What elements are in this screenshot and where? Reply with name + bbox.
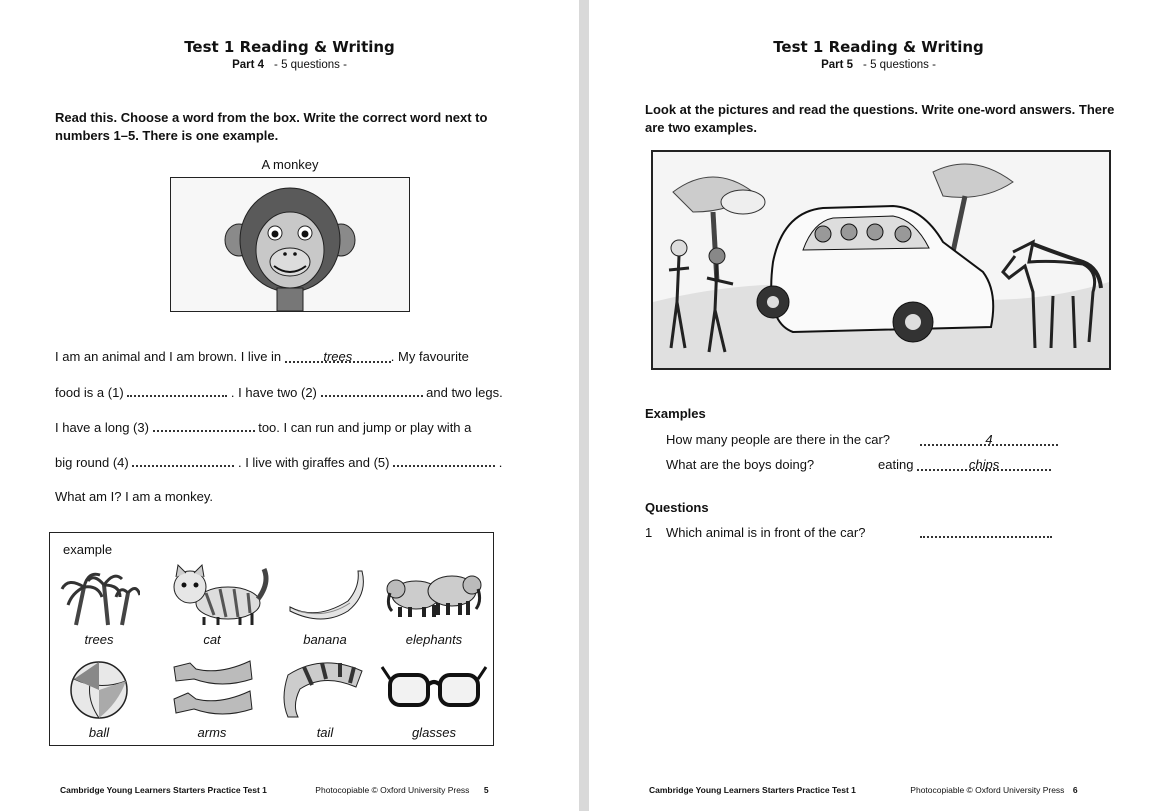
question-1-answer-line [920,525,1052,541]
question-count: - 5 questions - [863,59,936,71]
example-answer-1: 4 [920,433,1058,446]
word-tail: tail [316,725,334,740]
word-banana: banana [303,632,347,647]
example-question-1: How many people are there in the car? [666,432,891,447]
footer-copyright: Photocopiable © Oxford University Press [315,785,470,795]
tail-icon [282,655,368,721]
ball-icon [68,659,130,721]
text-line-5: What am I? I am a monkey. [55,489,213,504]
part-label: Part 4 [232,59,265,71]
page-number: 6 [1072,785,1078,795]
right-page [589,0,1168,811]
car-scene-illustration [653,152,1109,368]
elephants-icon [386,569,482,623]
question-count: - 5 questions - [274,59,347,71]
text-line-3: I have a long (3) too. I can run and jump or play with a [55,420,472,435]
word-elephants: elephants [405,632,463,647]
question-1-text: Which animal is in front of the car? [666,525,866,540]
example-question-2: What are the boys doing? [666,457,815,472]
text-line-4: big round (4) . I live with giraffes and (5) . [55,455,503,470]
monkey-illustration [171,178,409,311]
footer [649,785,1078,795]
example-label: example [63,542,113,557]
answer-blank-1[interactable] [127,384,227,397]
car-scene-picture [651,150,1111,370]
question-1-number: 1 [645,525,653,540]
footer [60,785,489,795]
answer-blank-4[interactable] [132,454,234,467]
text-line-2: food is a (1) . I have two (2) and two legs. [55,385,503,400]
question-1-answer[interactable] [920,525,1052,538]
arms-icon [170,657,254,719]
word-ball: ball [88,725,110,740]
page-title: Test 1 Reading & Writing [773,38,984,56]
example-answer-2-line [878,457,1051,472]
instructions: Read this. Choose a word from the box. Write the correct word next to numbers 1–5. There is one example. [55,110,488,143]
examples-heading: Examples [645,406,706,421]
cat-icon [162,563,272,629]
text-line-1: I am an animal and I am brown. I live in trees . My favourite [55,349,469,364]
example-answer-2-prefix: eating [878,457,914,472]
footer-book-title: Cambridge Young Learners Starters Practice Test 1 [60,785,267,795]
glasses-icon [380,661,488,715]
example-answer-blank: trees [285,350,391,363]
word-glasses: glasses [411,725,457,740]
monkey-picture [170,177,410,312]
word-trees: trees [84,632,114,647]
answer-blank-5[interactable] [393,454,495,467]
page-number: 5 [483,785,489,795]
part-subtitle [589,59,1168,71]
part-subtitle [0,59,579,71]
instructions: Look at the pictures and read the questions. Write one-word answers. There are two examples. [645,102,1115,135]
word-cat: cat [203,632,221,647]
example-answer-2: chips [917,458,1051,471]
footer-book-title: Cambridge Young Learners Starters Practice Test 1 [649,785,856,795]
part-label: Part 5 [821,59,854,71]
left-page [0,0,579,811]
answer-blank-3[interactable] [153,419,255,432]
word-arms: arms [197,725,227,740]
questions-heading: Questions [645,500,709,515]
footer-copyright: Photocopiable © Oxford University Press [910,785,1065,795]
example-answer-1-line [920,432,1058,447]
answer-blank-2[interactable] [321,384,423,397]
banana-icon [286,567,366,623]
page-title: Test 1 Reading & Writing [184,38,395,56]
word-box [49,532,494,746]
picture-caption: A monkey [261,157,319,172]
trees-icon [58,567,140,627]
